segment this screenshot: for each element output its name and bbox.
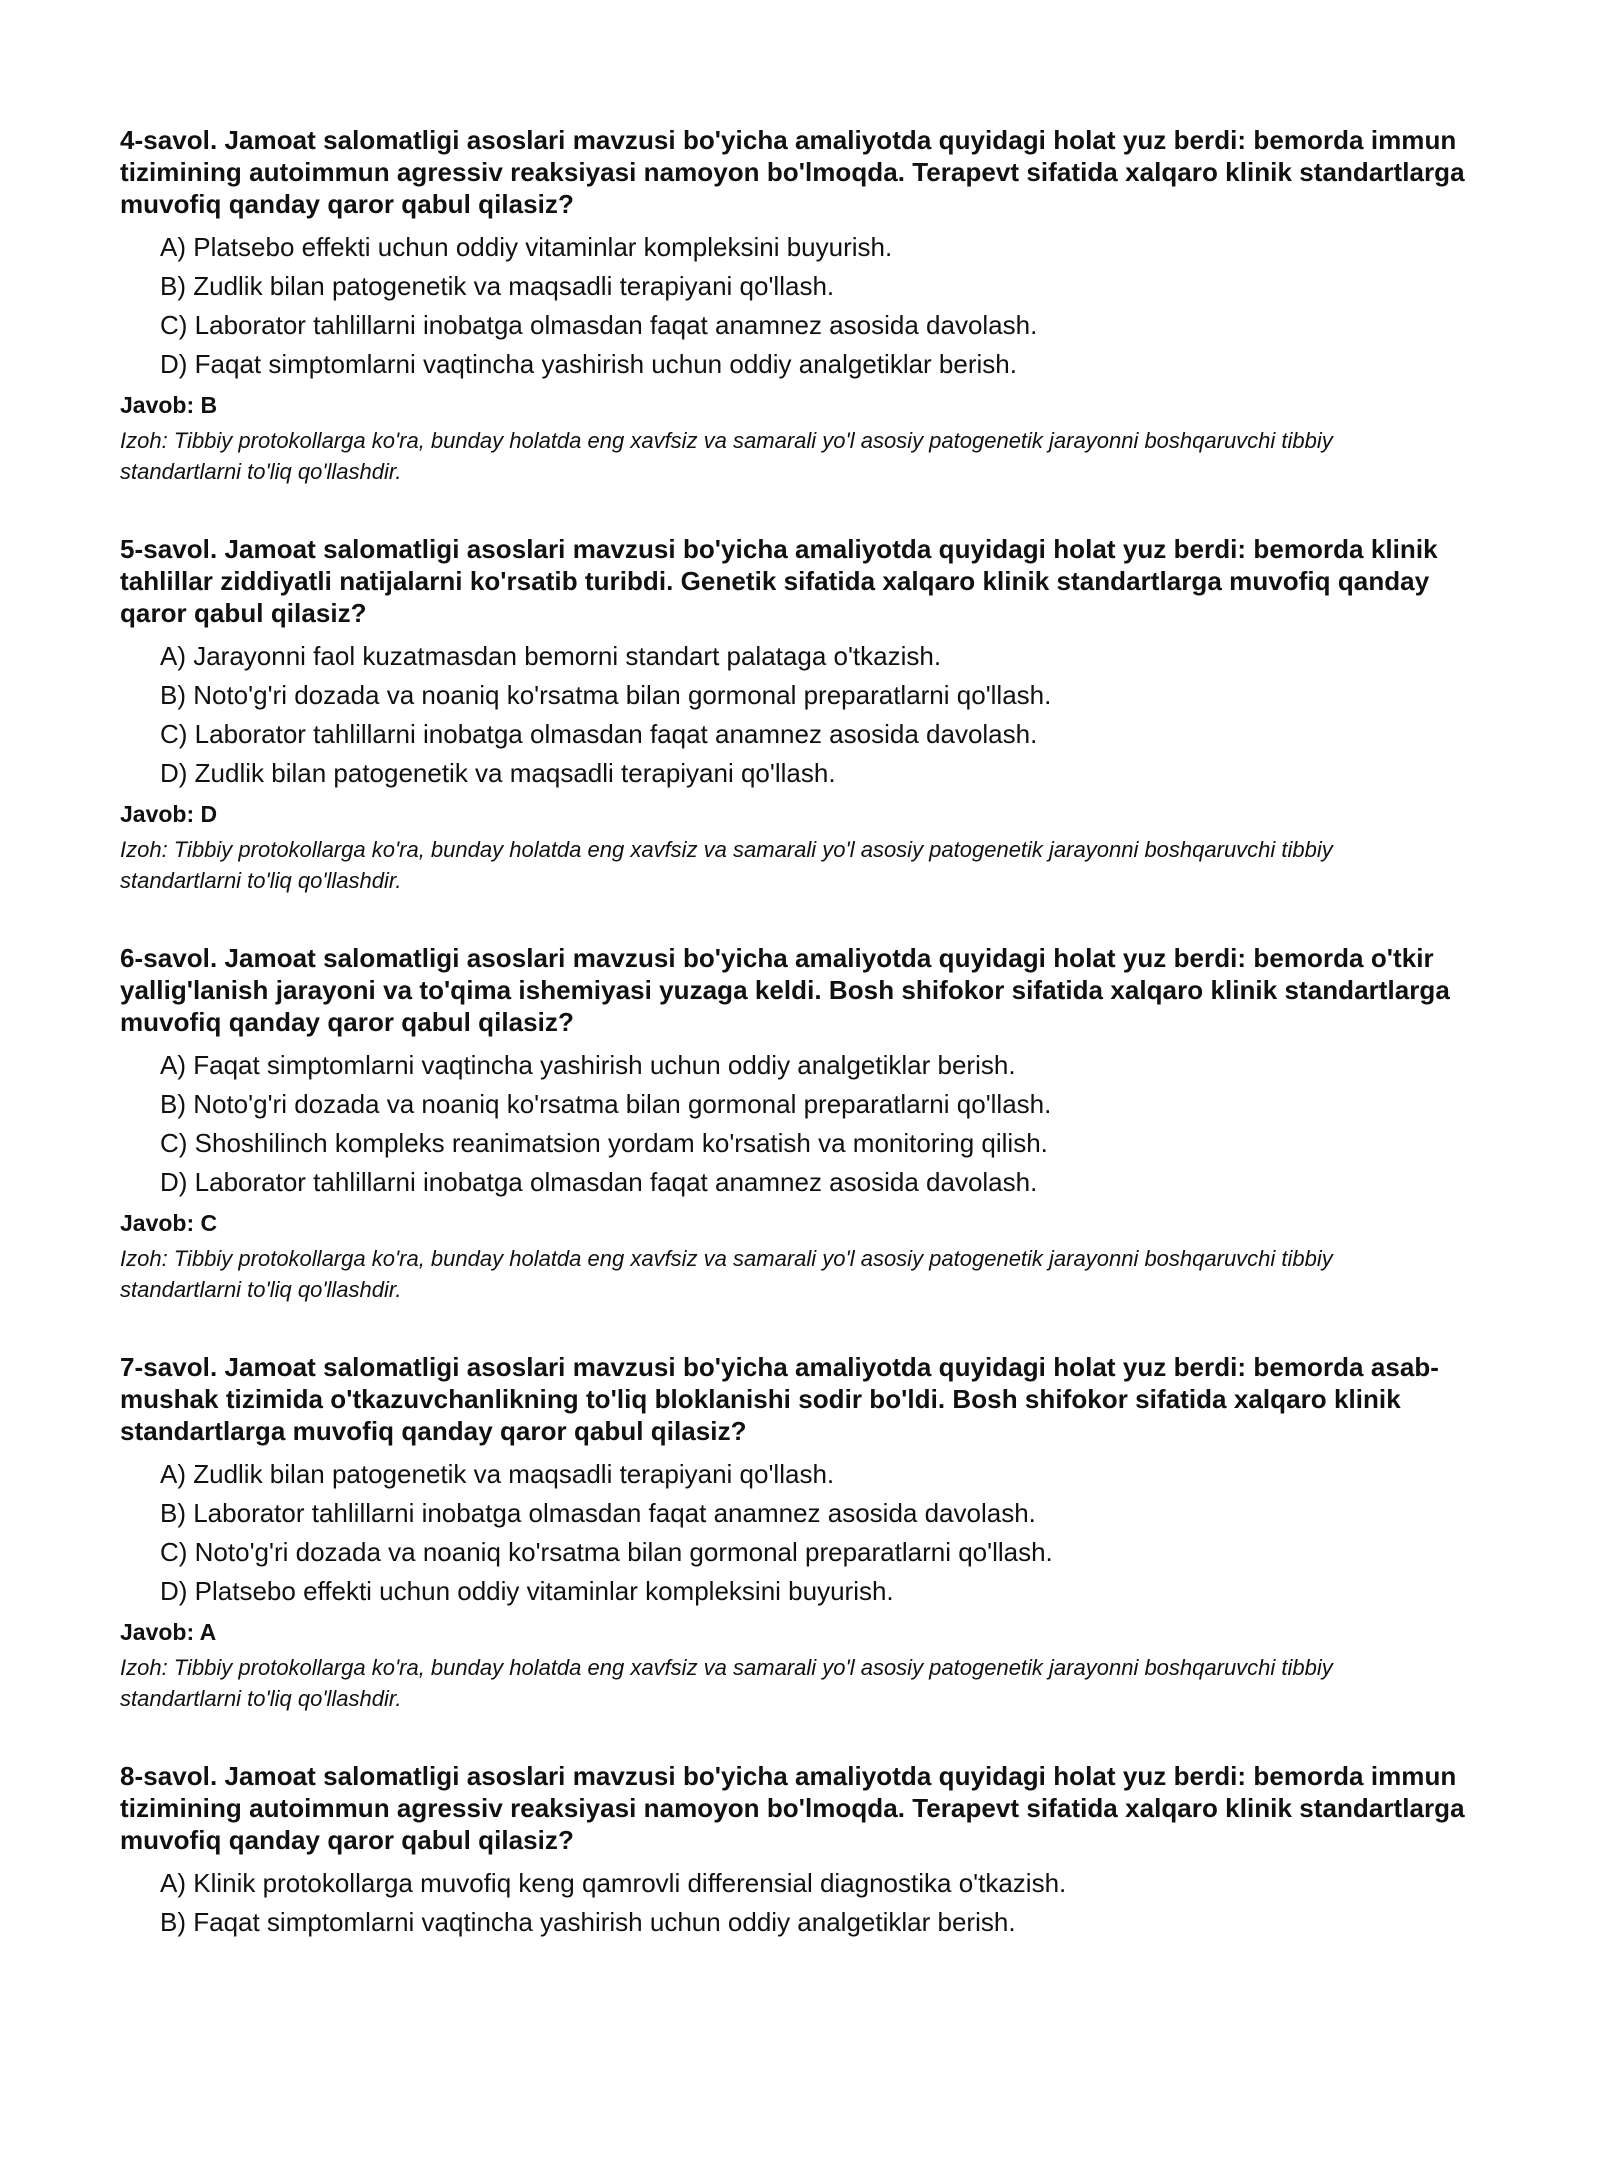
question-text: 6-savol. Jamoat salomatligi asoslari mavzusi bo'yicha amaliyotda quyidagi holat yuz berdi: bemorda o'tkir yallig'lanish jarayoni va to'qima ishemiyasi yuzaga keldi. Bosh shifokor sifatida xalqaro klinik standartlarga muvofiq qanday qaror qabul qilasiz?	[120, 943, 1450, 1037]
option-c: C) Noto'g'ri dozada va noaniq ko'rsatma bilan gormonal preparatlarni qo'llash.	[160, 1537, 1053, 1567]
options-list	[120, 1455, 1500, 1611]
answer-label: Javob: B	[120, 392, 218, 418]
option-c: C) Laborator tahlillarni inobatga olmasdan faqat anamnez asosida davolash.	[160, 310, 1038, 340]
question-text: 8-savol. Jamoat salomatligi asoslari mavzusi bo'yicha amaliyotda quyidagi holat yuz berdi: bemorda immun tizimining autoimmun agressiv reaksiyasi namoyon bo'lmoqda. Terapevt sifatida xalqaro klinik standartlarga muvofiq qanday qaror qabul qilasiz?	[120, 1761, 1465, 1855]
document-page	[120, 124, 1500, 2169]
explanation-text: Izoh: Tibbiy protokollarga ko'ra, bunday holatda eng xavfsiz va samarali yo'l asosiy patogenetik jarayonni boshqaruvchi tibbiy standartlarni to'liq qo'llashdir.	[120, 837, 1333, 893]
option-b: B) Noto'g'ri dozada va noaniq ko'rsatma bilan gormonal preparatlarni qo'llash.	[160, 1089, 1052, 1119]
answer-label: Javob: D	[120, 801, 218, 827]
option-d: D) Laborator tahlillarni inobatga olmasdan faqat anamnez asosida davolash.	[160, 1167, 1038, 1197]
option-c: C) Shoshilinch kompleks reanimatsion yordam ko'rsatish va monitoring qilish.	[160, 1128, 1048, 1158]
option-c: C) Laborator tahlillarni inobatga olmasdan faqat anamnez asosida davolash.	[160, 719, 1038, 749]
option-d: D) Faqat simptomlarni vaqtincha yashirish uchun oddiy analgetiklar berish.	[160, 349, 1017, 379]
option-b: B) Laborator tahlillarni inobatga olmasdan faqat anamnez asosida davolash.	[160, 1498, 1036, 1528]
explanation-text: Izoh: Tibbiy protokollarga ko'ra, bunday holatda eng xavfsiz va samarali yo'l asosiy patogenetik jarayonni boshqaruvchi tibbiy standartlarni to'liq qo'llashdir.	[120, 428, 1333, 484]
option-b: B) Faqat simptomlarni vaqtincha yashirish uchun oddiy analgetiklar berish.	[160, 1907, 1016, 1937]
option-d: D) Zudlik bilan patogenetik va maqsadli terapiyani qo'llash.	[160, 758, 836, 788]
question-block-8	[120, 1760, 1500, 2169]
question-text: 5-savol. Jamoat salomatligi asoslari mavzusi bo'yicha amaliyotda quyidagi holat yuz berdi: bemorda klinik tahlillar ziddiyatli natijalarni ko'rsatib turibdi. Genetik sifatida xalqaro klinik standartlarga muvofiq qanday qaror qabul qilasiz?	[120, 534, 1438, 628]
question-text: 7-savol. Jamoat salomatligi asoslari mavzusi bo'yicha amaliyotda quyidagi holat yuz berdi: bemorda asab-mushak tizimida o'tkazuvchanlikning to'liq bloklanishi sodir bo'ldi. Bosh shifokor sifatida xalqaro klinik standartlarga muvofiq qanday qaror qabul qilasiz?	[120, 1352, 1439, 1446]
option-b: B) Noto'g'ri dozada va noaniq ko'rsatma bilan gormonal preparatlarni qo'llash.	[160, 680, 1052, 710]
option-a: A) Klinik protokollarga muvofiq keng qamrovli differensial diagnostika o'tkazish.	[160, 1868, 1067, 1898]
option-a: A) Platsebo effekti uchun oddiy vitaminlar kompleksini buyurish.	[160, 232, 893, 262]
question-block-4	[120, 124, 1500, 533]
options-list	[120, 1046, 1500, 1202]
answer-label: Javob: C	[120, 1210, 218, 1236]
options-list	[120, 228, 1500, 384]
question-block-6	[120, 942, 1500, 1351]
options-list	[120, 1864, 1500, 1942]
option-d: D) Platsebo effekti uchun oddiy vitaminlar kompleksini buyurish.	[160, 1576, 894, 1606]
question-block-5	[120, 533, 1500, 942]
explanation-text: Izoh: Tibbiy protokollarga ko'ra, bunday holatda eng xavfsiz va samarali yo'l asosiy patogenetik jarayonni boshqaruvchi tibbiy standartlarni to'liq qo'llashdir.	[120, 1246, 1333, 1302]
question-block-7	[120, 1351, 1500, 1760]
option-a: A) Faqat simptomlarni vaqtincha yashirish uchun oddiy analgetiklar berish.	[160, 1050, 1016, 1080]
answer-label: Javob: A	[120, 1619, 217, 1645]
question-text: 4-savol. Jamoat salomatligi asoslari mavzusi bo'yicha amaliyotda quyidagi holat yuz berdi: bemorda immun tizimining autoimmun agressiv reaksiyasi namoyon bo'lmoqda. Terapevt sifatida xalqaro klinik standartlarga muvofiq qanday qaror qabul qilasiz?	[120, 125, 1465, 219]
option-b: B) Zudlik bilan patogenetik va maqsadli terapiyani qo'llash.	[160, 271, 835, 301]
option-a: A) Jarayonni faol kuzatmasdan bemorni standart palataga o'tkazish.	[160, 641, 942, 671]
option-a: A) Zudlik bilan patogenetik va maqsadli terapiyani qo'llash.	[160, 1459, 835, 1489]
explanation-text: Izoh: Tibbiy protokollarga ko'ra, bunday holatda eng xavfsiz va samarali yo'l asosiy patogenetik jarayonni boshqaruvchi tibbiy standartlarni to'liq qo'llashdir.	[120, 1655, 1333, 1711]
options-list	[120, 637, 1500, 793]
